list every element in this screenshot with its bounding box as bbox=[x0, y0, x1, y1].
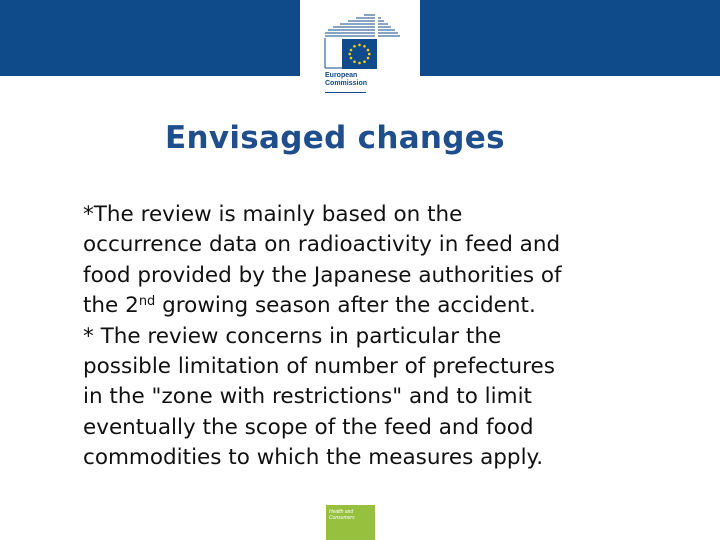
logo-underline bbox=[325, 92, 366, 93]
logo-line-2: Commission bbox=[325, 80, 368, 87]
text-line: eventually the scope of the feed and food bbox=[83, 414, 534, 440]
slide-body bbox=[83, 200, 683, 474]
health-consumers-badge bbox=[326, 505, 375, 540]
text-line bbox=[83, 291, 683, 321]
european-commission-logo bbox=[300, 0, 420, 98]
eu-flag-icon bbox=[342, 39, 377, 69]
text-line: commodities to which the measures apply. bbox=[83, 445, 544, 471]
text-line: possible limitation of number of prefectures bbox=[83, 354, 555, 380]
slide-title: Envisaged changes bbox=[165, 120, 505, 156]
text-line: food provided by the Japanese authorities of bbox=[83, 262, 562, 288]
logo-line-1: European bbox=[325, 72, 358, 79]
text-fragment: the 2 bbox=[83, 293, 139, 319]
paragraph-review-basis bbox=[83, 200, 683, 322]
text-line: * The review concerns in particular the bbox=[83, 323, 502, 349]
text-fragment: growing season after the accident. bbox=[155, 293, 536, 319]
ordinal-superscript: nd bbox=[138, 294, 156, 310]
paragraph-review-scope bbox=[83, 322, 683, 474]
text-line: occurrence data on radioactivity in feed and bbox=[83, 232, 561, 258]
text-line: *The review is mainly based on the bbox=[83, 202, 463, 227]
badge-line-2: Consumers bbox=[329, 515, 355, 521]
text-line: in the "zone with restrictions" and to limit bbox=[83, 384, 532, 410]
logo-wordmark bbox=[325, 72, 367, 88]
badge-text bbox=[329, 509, 355, 521]
badge-line-1: Health and bbox=[329, 509, 354, 515]
